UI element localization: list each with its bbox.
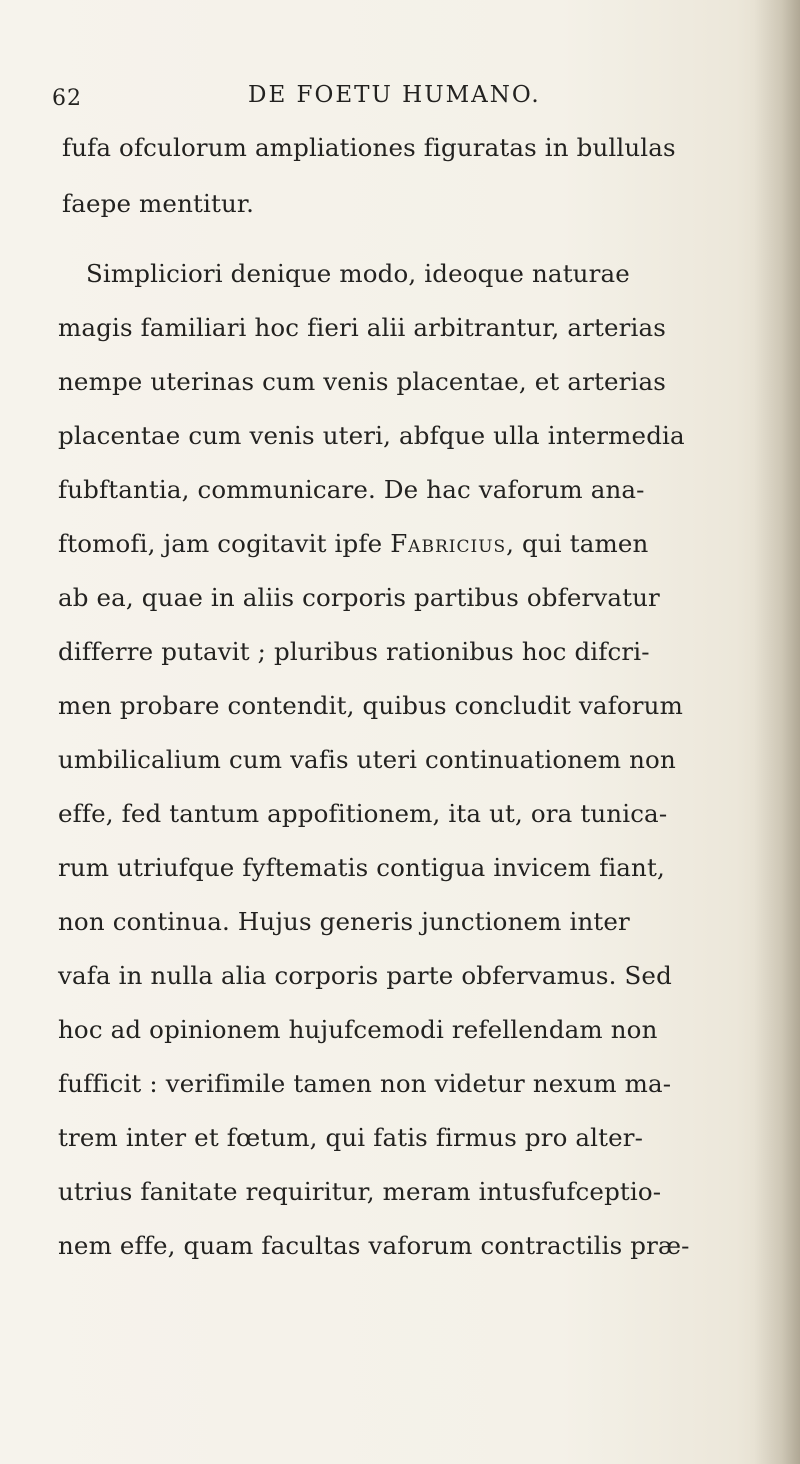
page-edge-shadow [754, 0, 800, 1464]
page-number: 62 [52, 86, 82, 111]
text-line: nem effe, quam facultas vaforum contractilis præ- [58, 1231, 690, 1260]
author-name: Fabricius [390, 529, 507, 558]
text-line: faepe mentitur. [62, 189, 255, 218]
text-line: hoc ad opinionem hujufcemodi refellendam non [58, 1015, 658, 1044]
text-span: ftomofi, jam cogitavit ipfe [58, 529, 391, 558]
text-span: , qui tamen [506, 529, 649, 558]
text-line: fufficit : verifimile tamen non videtur nexum ma- [58, 1069, 672, 1098]
text-line: utrius fanitate requiritur, meram intusfufceptio- [58, 1177, 662, 1206]
text-line: effe, fed tantum appofitionem, ita ut, ora tunica- [58, 799, 668, 828]
text-line: rum utriufque fyftematis contigua invicem fiant, [58, 853, 665, 882]
text-line: placentae cum venis uteri, abfque ulla intermedia [58, 421, 685, 450]
text-line: nempe uterinas cum venis placentae, et arterias [58, 367, 666, 396]
text-line: Simpliciori denique modo, ideoque naturae [86, 259, 630, 288]
text-line: differre putavit ; pluribus rationibus hoc difcri- [58, 637, 650, 666]
text-line-with-name [58, 529, 758, 558]
running-head: DE FOETU HUMANO. [248, 82, 541, 108]
text-line: ab ea, quae in aliis corporis partibus obfervatur [58, 583, 660, 612]
text-line: vafa in nulla alia corporis parte obfervamus. Sed [58, 961, 672, 990]
text-line: men probare contendit, quibus concludit vaforum [58, 691, 683, 720]
text-line: trem inter et fœtum, qui fatis firmus pro alter- [58, 1123, 644, 1152]
text-line: magis familiari hoc fieri alii arbitrantur, arterias [58, 313, 666, 342]
text-line: fufa ofculorum ampliationes figuratas in bullulas [62, 133, 676, 162]
text-line: umbilicalium cum vafis uteri continuationem non [58, 745, 676, 774]
text-line: non continua. Hujus generis junctionem inter [58, 907, 630, 936]
text-line: fubftantia, communicare. De hac vaforum ana- [58, 475, 645, 504]
